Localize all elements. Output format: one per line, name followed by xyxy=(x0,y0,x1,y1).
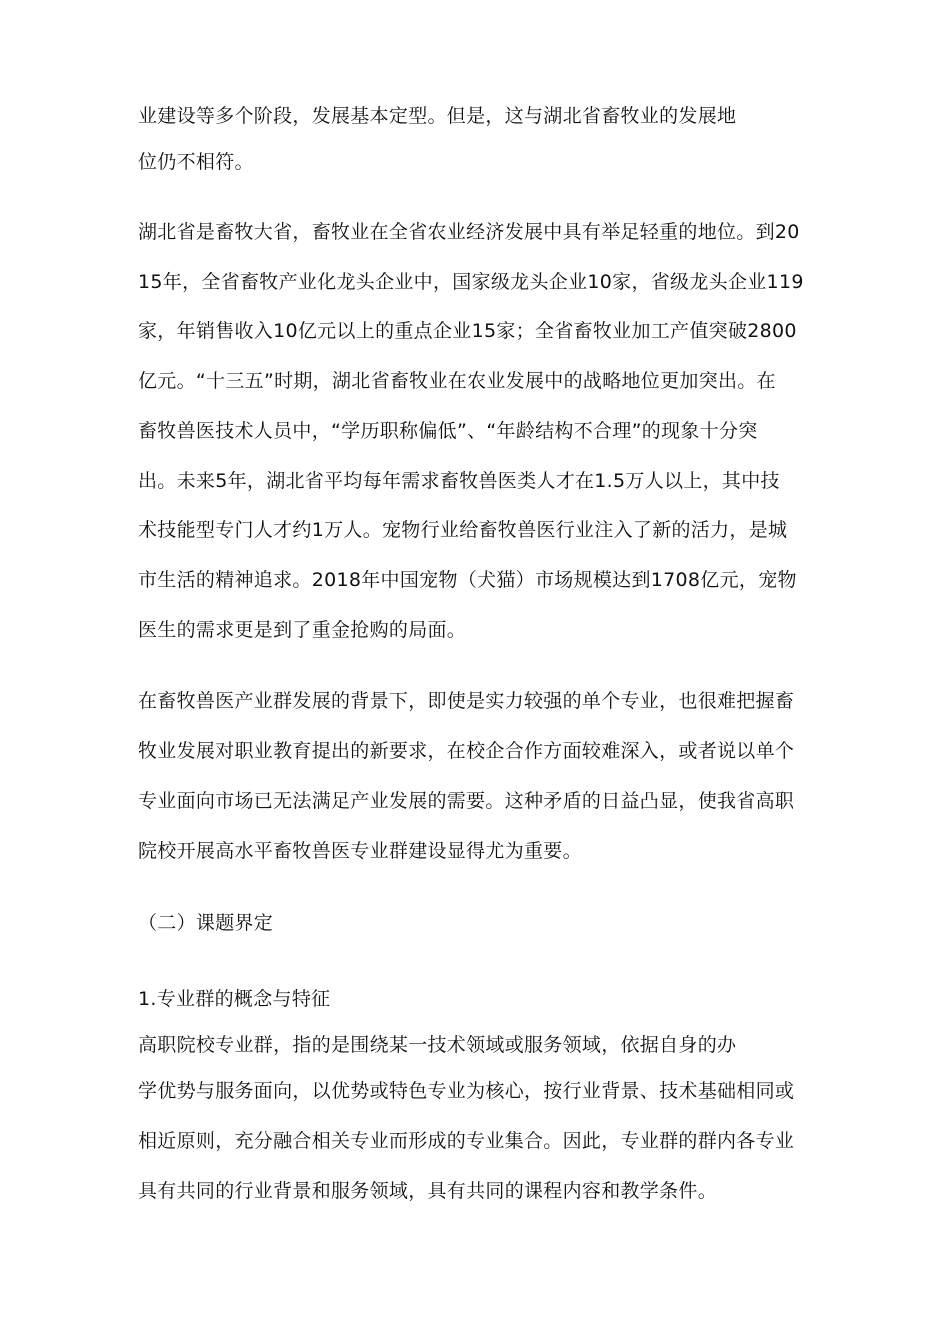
paragraph-2-line-6: 出。未来5年，湖北省平均每年需求畜牧兽医类人才在1.5万人以上，其中技 xyxy=(138,470,780,492)
paragraph-4-line-3: 相近原则，充分融合相关专业而形成的专业集合。因此，专业群的群内各专业 xyxy=(138,1130,795,1152)
subsection-heading: 1.专业群的概念与特征 xyxy=(138,988,331,1010)
paragraph-2-line-3: 家，年销售收入10亿元以上的重点企业15家；全省畜牧业加工产值突破2800 xyxy=(138,320,797,342)
paragraph-2-line-5: 畜牧兽医技术人员中，“学历职称偏低”、“年龄结构不合理”的现象十分突 xyxy=(138,420,758,442)
paragraph-2-line-8: 市生活的精神追求。2018年中国宠物（犬猫）市场规模达到1708亿元，宠物 xyxy=(138,569,797,591)
paragraph-3-line-1: 在畜牧兽医产业群发展的背景下，即使是实力较强的单个专业，也很难把握畜 xyxy=(138,690,795,712)
paragraph-2-line-1: 湖北省是畜牧大省，畜牧业在全省农业经济发展中具有举足轻重的地位。到20 xyxy=(138,221,800,243)
paragraph-2-line-9: 医生的需求更是到了重金抢购的局面。 xyxy=(138,619,467,641)
paragraph-4-line-4: 具有共同的行业背景和服务领域，具有共同的课程内容和教学条件。 xyxy=(138,1180,718,1202)
paragraph-3-line-2: 牧业发展对职业教育提出的新要求，在校企合作方面较难深入，或者说以单个 xyxy=(138,740,795,762)
paragraph-1-line-2: 位仍不相符。 xyxy=(138,151,254,173)
paragraph-3-line-4: 院校开展高水平畜牧兽医专业群建设显得尤为重要。 xyxy=(138,840,582,862)
paragraph-4-line-1: 高职院校专业群，指的是围绕某一技术领域或服务领域，依据自身的办 xyxy=(138,1034,737,1056)
paragraph-1-line-1: 业建设等多个阶段，发展基本定型。但是，这与湖北省畜牧业的发展地 xyxy=(138,105,737,127)
paragraph-2-line-4: 亿元。“十三五”时期，湖北省畜牧业在农业发展中的战略地位更加突出。在 xyxy=(138,370,776,392)
section-heading: （二）课题界定 xyxy=(138,912,274,934)
paragraph-4-line-2: 学优势与服务面向，以优势或特色专业为核心，按行业背景、技术基础相同或 xyxy=(138,1080,795,1102)
paragraph-2-line-7: 术技能型专门人才约1万人。宠物行业给畜牧兽医行业注入了新的活力，是城 xyxy=(138,519,788,541)
paragraph-3-line-3: 专业面向市场已无法满足产业发展的需要。这种矛盾的日益凸显，使我省高职 xyxy=(138,790,795,812)
paragraph-2-line-2: 15年，全省畜牧产业化龙头企业中，国家级龙头企业10家，省级龙头企业119 xyxy=(138,271,804,293)
